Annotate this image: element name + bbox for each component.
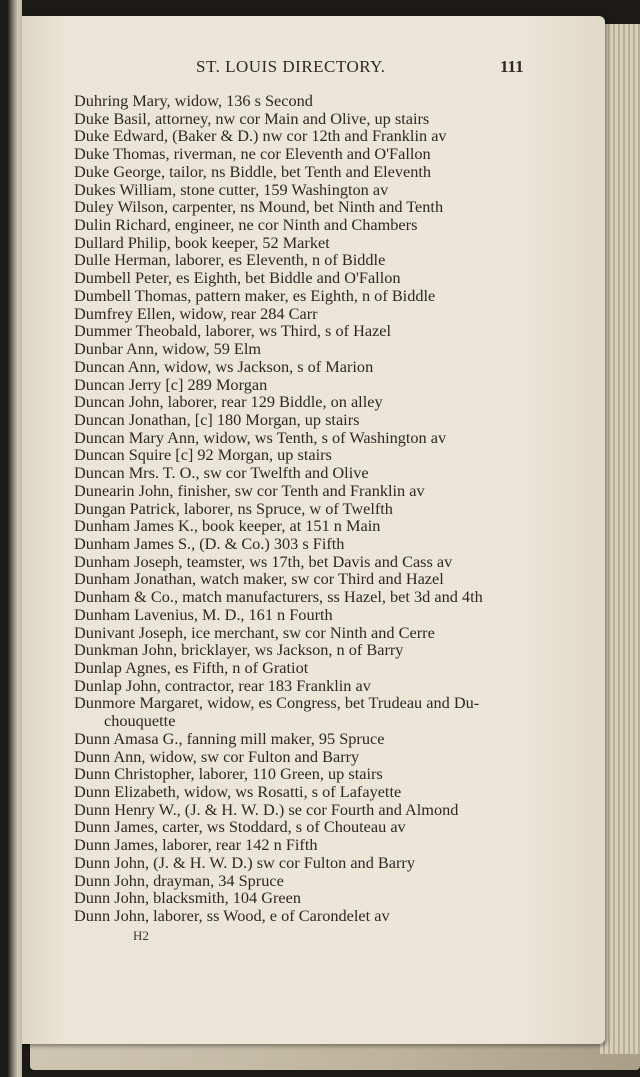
page-edges (600, 24, 640, 1054)
directory-entry: Dumbell Peter, es Eighth, bet Biddle and O'Fallon (74, 268, 401, 288)
directory-entry: Duke Edward, (Baker & D.) nw cor 12th and Franklin av (74, 126, 447, 146)
directory-entry: Dunn John, (J. & H. W. D.) sw cor Fulton and Barry (74, 852, 415, 872)
directory-entry: Duncan Jerry [c] 289 Morgan (74, 374, 268, 394)
directory-entry: Dungan Patrick, laborer, ns Spruce, w of Twelfth (74, 498, 393, 518)
directory-entry: Dunham Joseph, teamster, ws 17th, bet Davis and Cass av (74, 551, 453, 571)
directory-entry: Duncan Jonathan, [c] 180 Morgan, up stairs (74, 409, 360, 429)
directory-entry: Dunn John, drayman, 34 Spruce (74, 870, 284, 890)
directory-entry: Dulle Herman, laborer, es Eleventh, n of Biddle (74, 250, 386, 270)
directory-entry: Dunn Amasa G., fanning mill maker, 95 Spruce (74, 728, 385, 748)
directory-entry: Dunn Henry W., (J. & H. W. D.) se cor Fourth and Almond (74, 799, 459, 819)
directory-entry: Duncan Ann, widow, ws Jackson, s of Marion (74, 356, 374, 376)
directory-entry: Dunn John, blacksmith, 104 Green (74, 888, 301, 908)
directory-entry: Dulin Richard, engineer, ne cor Ninth and Chambers (74, 215, 418, 235)
directory-entry: Dunham & Co., match manufacturers, ss Hazel, bet 3d and 4th (74, 587, 483, 607)
directory-entry: Duncan Squire [c] 92 Morgan, up stairs (74, 445, 332, 465)
page-title: ST. LOUIS DIRECTORY. (196, 57, 386, 76)
book-spine (8, 0, 22, 1077)
directory-entry: Duke Basil, attorney, nw cor Main and Olive, up stairs (74, 108, 430, 128)
directory-entry: Dunham James S., (D. & Co.) 303 s Fifth (74, 533, 345, 553)
directory-entry: Duncan John, laborer, rear 129 Biddle, on alley (74, 392, 383, 412)
directory-entry: Dukes William, stone cutter, 159 Washington av (74, 179, 389, 199)
directory-entry: Duke Thomas, riverman, ne cor Eleventh and O'Fallon (74, 144, 431, 164)
directory-entry: Dunearin John, finisher, sw cor Tenth and Franklin av (74, 480, 425, 500)
directory-entry: Duncan Mrs. T. O., sw cor Twelfth and Olive (74, 463, 369, 483)
directory-entry: Dumfrey Ellen, widow, rear 284 Carr (74, 303, 318, 323)
directory-entry: Duncan Mary Ann, widow, ws Tenth, s of Washington av (74, 427, 447, 447)
directory-entries (74, 92, 483, 925)
directory-entry: Dunlap Agnes, es Fifth, n of Gratiot (74, 658, 309, 677)
directory-entry: Duhring Mary, widow, 136 s Second (74, 91, 313, 110)
directory-entry: Dunham Jonathan, watch maker, sw cor Third and Hazel (74, 569, 444, 589)
directory-entry: Dunn Christopher, laborer, 110 Green, up stairs (74, 764, 383, 784)
directory-entry: Dunbar Ann, widow, 59 Elm (74, 339, 262, 359)
directory-entry: Dunivant Joseph, ice merchant, sw cor Ninth and Cerre (74, 622, 435, 642)
directory-entry: Dumbell Thomas, pattern maker, es Eighth, n of Biddle (74, 285, 436, 305)
directory-entry: Dullard Philip, book keeper, 52 Market (74, 232, 330, 252)
directory-entry: Dunn James, carter, ws Stoddard, s of Chouteau av (74, 817, 406, 837)
directory-entry: Dunmore Margaret, widow, es Congress, bet Trudeau and Du- (74, 693, 480, 713)
directory-entry: Duley Wilson, carpenter, ns Mound, bet Ninth and Tenth (74, 197, 444, 217)
directory-entry: Dunlap John, contractor, rear 183 Franklin av (74, 675, 371, 695)
directory-entry: Dunkman John, bricklayer, ws Jackson, n of Barry (74, 640, 404, 660)
directory-entry: Dunham James K., book keeper, at 151 n Main (74, 516, 381, 536)
directory-entry: Dummer Theobald, laborer, ws Third, s of Hazel (74, 321, 392, 341)
directory-entry: Dunn John, laborer, ss Wood, e of Carondelet av (74, 906, 390, 926)
directory-entry: Dunham Lavenius, M. D., 161 n Fourth (74, 604, 333, 624)
directory-entry: Dunn Elizabeth, widow, ws Rosatti, s of Lafayette (74, 782, 402, 802)
directory-entry: Dunn Ann, widow, sw cor Fulton and Barry (74, 746, 360, 766)
directory-entry: Duke George, tailor, ns Biddle, bet Tenth and Eleventh (74, 161, 432, 181)
page-number: 111 (500, 57, 524, 76)
directory-entry: chouquette (104, 711, 176, 731)
directory-entry: Dunn James, laborer, rear 142 n Fifth (74, 835, 318, 855)
signature-mark: H2 (133, 928, 149, 943)
